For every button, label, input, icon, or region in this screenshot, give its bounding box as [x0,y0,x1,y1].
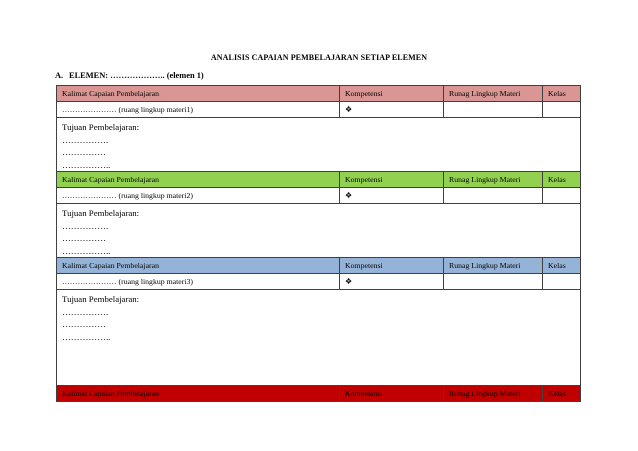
objective-line: ……………. [62,306,109,317]
objective-row [57,118,581,172]
header-lingkup-cell: Runag Lingkup Materi [444,386,543,402]
scope-cell: ………………… (ruang lingkup materi2) [57,188,340,204]
section-letter: A. [55,71,64,80]
objective-line: ……………. [62,220,109,231]
objective-label: Tujuan Pembelajaran: [62,294,140,304]
diamond-bullet-icon: ❖ [345,277,353,286]
kelas-cell [543,274,581,290]
diamond-bullet-icon: ❖ [345,191,353,200]
objective-cell [57,204,581,258]
objective-line: …………….. [62,245,111,256]
header-row [57,258,581,274]
header-kelas-cell: Kelas [543,258,581,274]
content-row [57,102,581,118]
scope-cell: ………………… (ruang lingkup materi1) [57,102,340,118]
section-heading-text: ELEMEN: ……………….. (elemen 1) [69,71,204,80]
competency-cell [340,188,444,204]
header-kompetensi-cell: Kompetensi [340,86,444,102]
header-kelas-cell: Kelas [543,386,581,402]
objective-line: …………… [62,147,106,157]
objective-row [57,290,581,386]
objective-line: …………… [62,319,106,329]
analysis-table [56,85,581,402]
lingkup-cell [444,188,543,204]
kelas-cell [543,188,581,204]
objective-label: Tujuan Pembelajaran: [62,208,140,218]
competency-cell [340,274,444,290]
document-title: ANALISIS CAPAIAN PEMBELAJARAN SETIAP ELEMEN [210,53,428,62]
diamond-bullet-icon: ❖ [345,105,353,114]
header-lingkup-cell: Runag Lingkup Materi [444,172,543,188]
objective-row [57,204,581,258]
scope-cell: ………………… (ruang lingkup materi3) [57,274,340,290]
header-lingkup-cell: Runag Lingkup Materi [444,258,543,274]
header-kalimat-cell: Kalimat Capaian Pembelajaran [57,172,340,188]
objective-label: Tujuan Pembelajaran: [62,122,140,132]
objective-line: …………….. [62,159,111,170]
header-kelas-cell: Kelas [543,86,581,102]
section-heading [55,71,204,80]
objective-cell [57,118,581,172]
header-kelas-cell: Kelas [543,172,581,188]
lingkup-cell [444,102,543,118]
kelas-cell [543,102,581,118]
header-kalimat-cell: Kalimat Capaian Pembelajaran [57,86,340,102]
content-row [57,274,581,290]
header-kalimat-cell: Kalimat Capaian Pembelajaran [57,386,340,402]
objective-cell [57,290,581,386]
content-row [57,188,581,204]
lingkup-cell [444,274,543,290]
header-row [57,386,581,402]
header-kompetensi-cell: Kompetensi [340,386,444,402]
objective-line: …………… [62,233,106,243]
header-kompetensi-cell: Kompetensi [340,172,444,188]
competency-cell [340,102,444,118]
objective-line: …………….. [62,331,111,342]
header-kompetensi-cell: Kompetensi [340,258,444,274]
header-row [57,172,581,188]
objective-line: ……………. [62,134,109,145]
header-row [57,86,581,102]
header-kalimat-cell: Kalimat Capaian Pembelajaran [57,258,340,274]
header-lingkup-cell: Runag Lingkup Materi [444,86,543,102]
